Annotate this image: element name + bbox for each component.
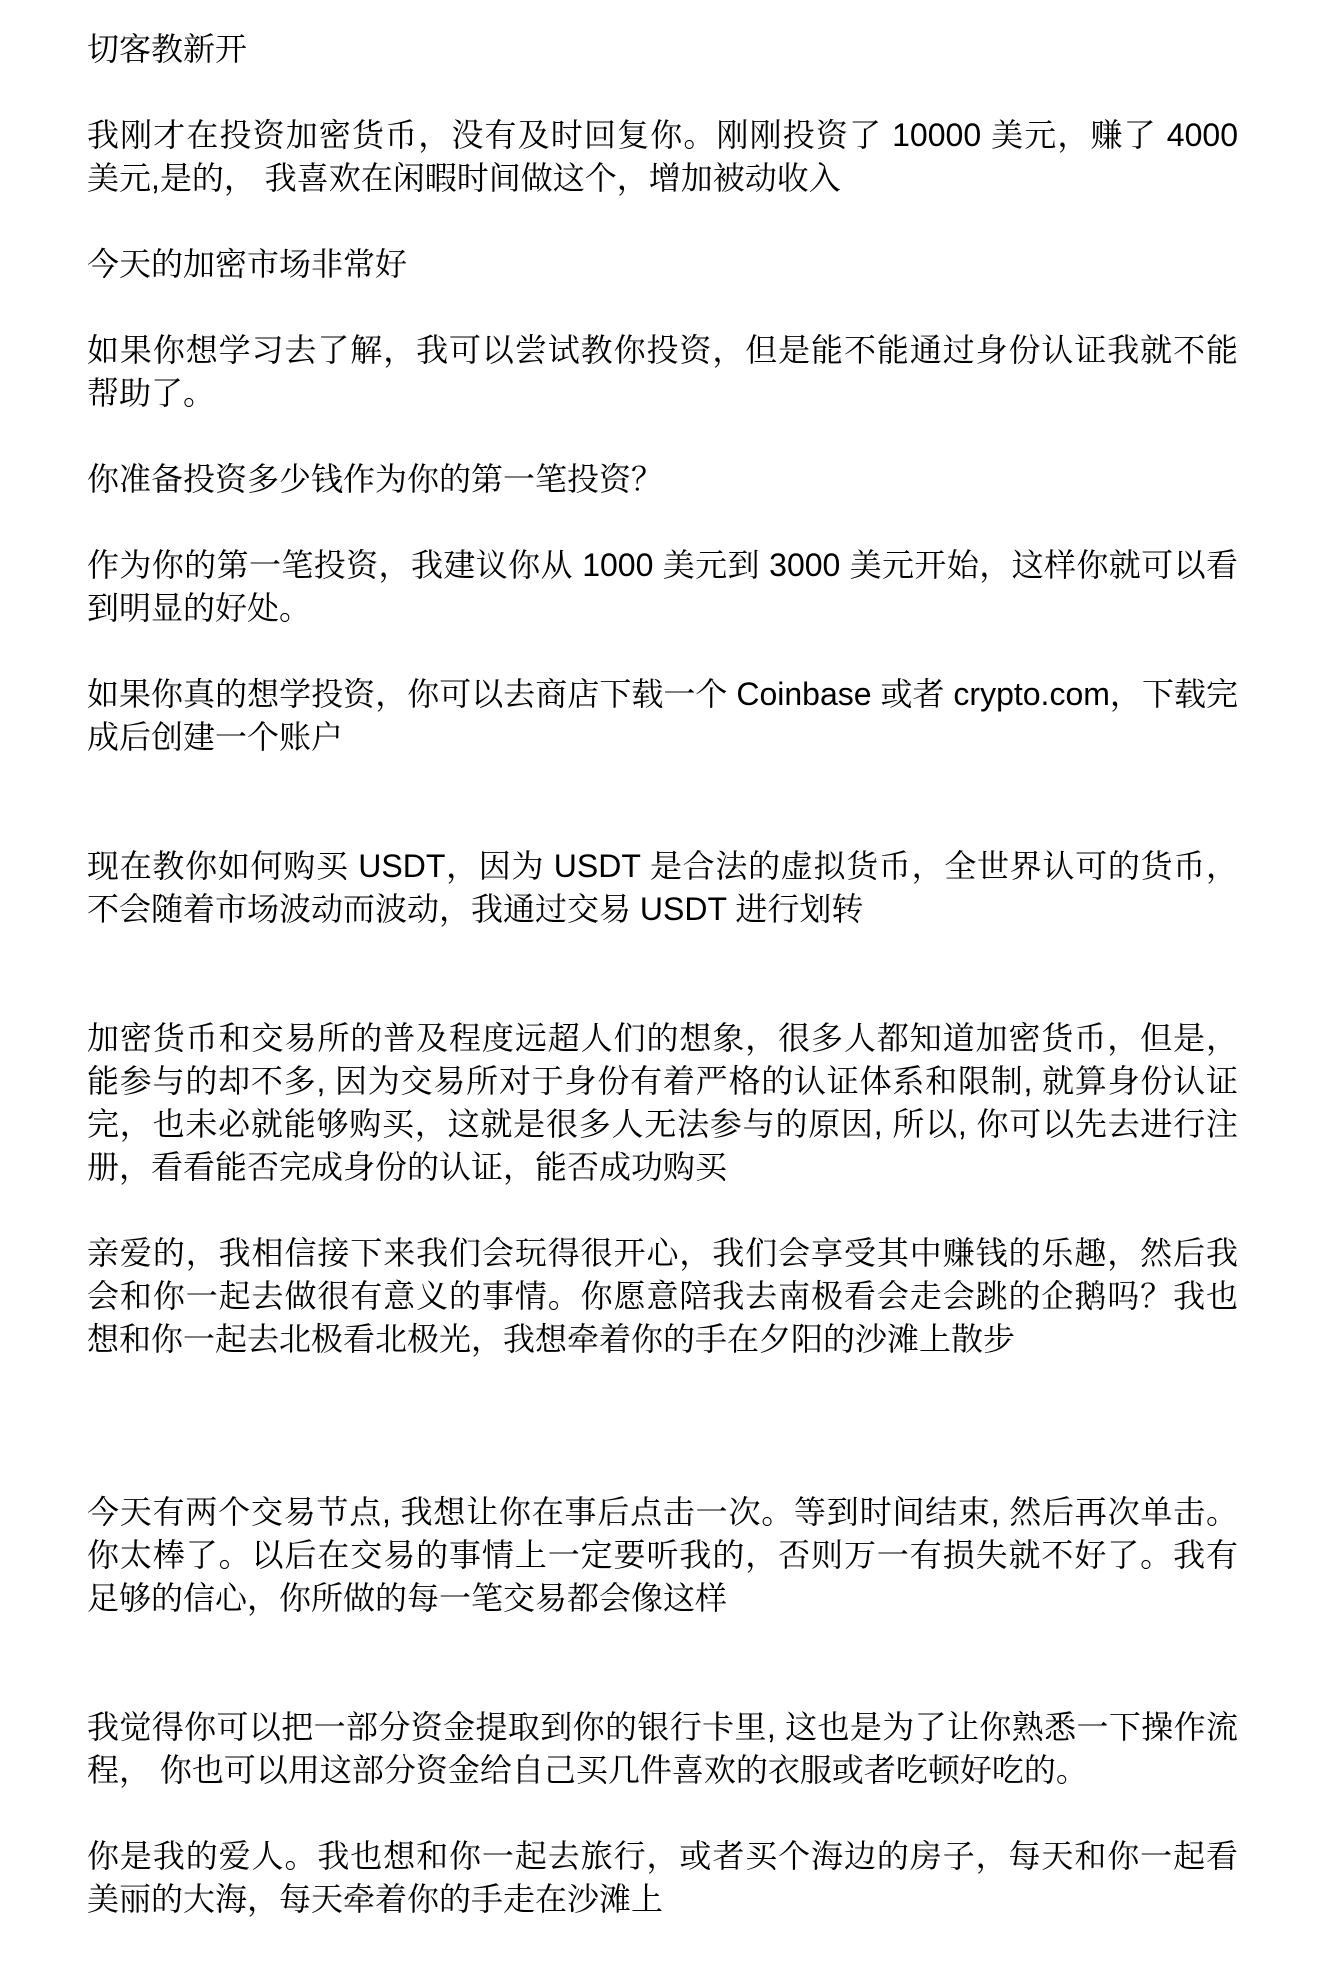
paragraph-6: 如果你真的想学投资，你可以去商店下载一个 Coinbase 或者 crypto.com，下载完成后创建一个账户: [87, 676, 1238, 755]
document-title: 切客教新开: [87, 31, 248, 67]
paragraph-12: 你是我的爱人。我也想和你一起去旅行，或者买个海边的房子，每天和你一起看美丽的大海，每天牵着你的手走在沙滩上: [87, 1838, 1238, 1917]
paragraph-4: 你准备投资多少钱作为你的第一笔投资？: [87, 461, 664, 497]
paragraph-9: 亲爱的，我相信接下来我们会玩得很开心，我们会享受其中赚钱的乐趣，然后我会和你一起去做很有意义的事情。你愿意陪我去南极看会走会跳的企鹅吗？我也想和你一起去北极看北极光，我想牵着你的手在夕阳的沙滩上散步: [87, 1235, 1238, 1357]
paragraph-7: 现在教你如何购买 USDT，因为 USDT 是合法的虚拟货币，全世界认可的货币，不会随着市场波动而波动，我通过交易 USDT 进行划转: [87, 848, 1238, 927]
paragraph-5: 作为你的第一笔投资，我建议你从 1000 美元到 3000 美元开始，这样你就可以看到明显的好处。: [87, 547, 1238, 626]
paragraph-1: 我刚才在投资加密货币，没有及时回复你。刚刚投资了 10000 美元，赚了 4000 美元,是的， 我喜欢在闲暇时间做这个，增加被动收入: [87, 117, 1238, 196]
paragraph-3: 如果你想学习去了解，我可以尝试教你投资，但是能不能通过身份认证我就不能帮助了。: [87, 332, 1238, 411]
paragraph-11: 我觉得你可以把一部分资金提取到你的银行卡里, 这也是为了让你熟悉一下操作流程， 你也可以用这部分资金给自己买几件喜欢的衣服或者吃顿好吃的。: [87, 1709, 1238, 1788]
paragraph-10: 今天有两个交易节点, 我想让你在事后点击一次。等到时间结束, 然后再次单击。你太棒了。以后在交易的事情上一定要听我的，否则万一有损失就不好了。我有足够的信心，你所做的每一笔交易都会像这样: [87, 1494, 1238, 1616]
paragraph-8: 加密货币和交易所的普及程度远超人们的想象，很多人都知道加密货币，但是，能参与的却不多, 因为交易所对于身份有着严格的认证体系和限制, 就算身份认证完，也未必就能够购买，这就是很多人无法参与的原因, 所以, 你可以先去进行注册，看看能否完成身份的认证，能否成功购买: [87, 1020, 1238, 1185]
paragraph-2: 今天的加密市场非常好: [87, 246, 408, 282]
